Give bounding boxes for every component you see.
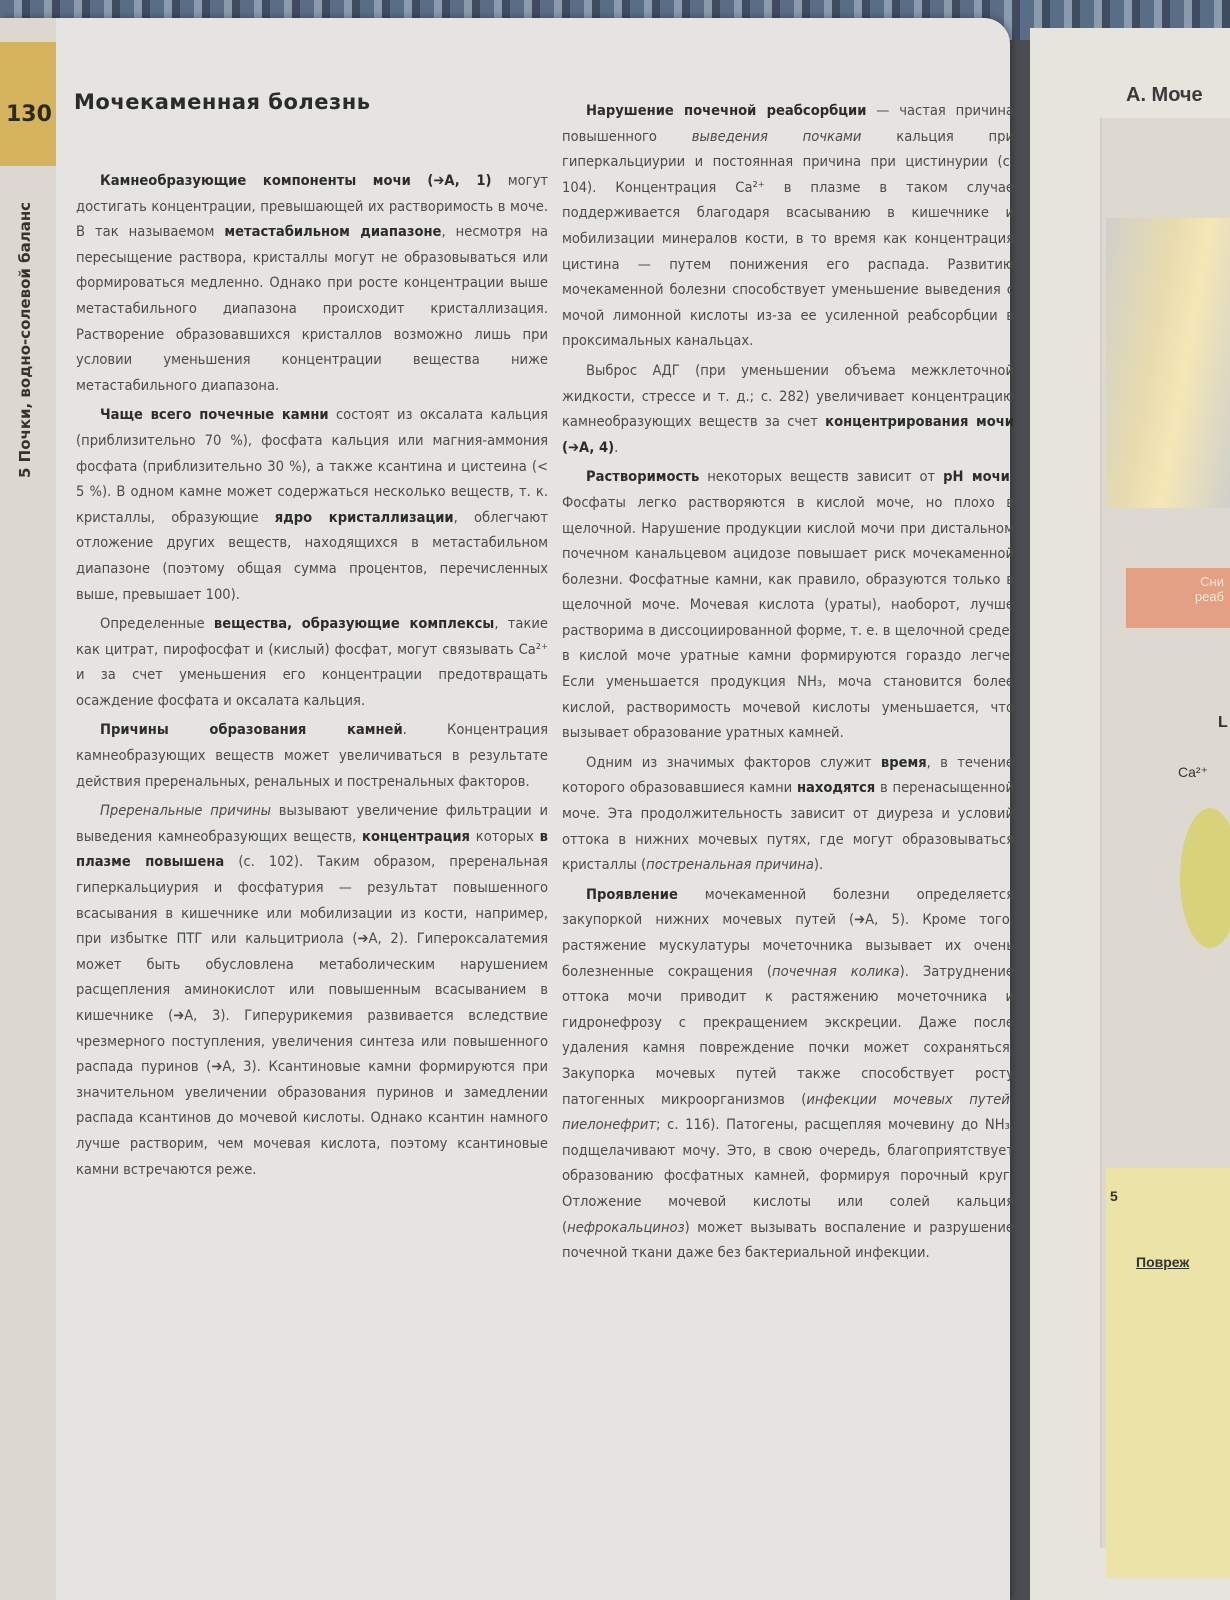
text-run: ). xyxy=(813,856,824,874)
paragraph xyxy=(76,168,548,398)
italic-term: нефрокальциноз xyxy=(567,1218,685,1236)
text-run: , несмотря на пересыщение раствора, кристаллы могут не образовываться или формироваться медленно. Однако при росте концентрации выше метастабильного диапазона происходит кристаллизация. Растворение образовавшихся кристаллов возможно лишь при условии уменьшения концентрации вещества ниже метастабильного диапазона. xyxy=(76,223,548,394)
paragraph xyxy=(562,98,1014,354)
text-run: ). Затруднение оттока мочи приводит к растяжению мочеточника и гидронефрозу с прекращением экскреции. Даже после удаления камня повреждение почки может сохраняться. Закупорка мочевых путей также способствует росту патогенных микроорганизмов ( xyxy=(562,962,1014,1108)
text-run: вызывают увеличение фильтрации и выведения камнеобразующих веществ, xyxy=(76,802,548,845)
text-run: которых xyxy=(469,827,540,845)
bold-term: Нарушение почечной реабсорбции xyxy=(586,102,867,119)
facing-page-yellow-box xyxy=(1106,1168,1230,1578)
text-run: состоят из оксалата кальция (приблизительно 70 %), фосфата кальция или магния-аммония фосфата (приблизительно 30 %), а также ксантина и цистеина (< 5 %). В одном камне может содержаться несколько веществ, т. к. кристаллы, образующие xyxy=(76,406,548,526)
paragraph xyxy=(76,402,548,607)
bold-term: Причины образования камней xyxy=(100,721,403,739)
paragraph xyxy=(76,798,548,1182)
facing-page xyxy=(1030,28,1230,1600)
bold-term: Камнеобразующие компоненты мочи (➔A, 1) xyxy=(100,172,492,189)
facing-page-ca-label: Ca²⁺ xyxy=(1178,764,1208,780)
bold-term: время xyxy=(880,753,927,771)
paragraph xyxy=(76,717,548,794)
book-page xyxy=(0,18,1015,1600)
facing-page-illustration xyxy=(1106,218,1230,508)
bold-term: Чаще всего почечные камни xyxy=(100,406,329,424)
bold-term: концентрация xyxy=(362,827,470,845)
text-run: некоторых веществ зависит от xyxy=(699,468,944,486)
page-number-tab xyxy=(0,42,56,166)
text-run: ) может вызывать воспаление и разрушение почечной ткани даже без бактериальной инфекции. xyxy=(562,1218,1014,1262)
facing-page-red-label xyxy=(1126,568,1230,628)
red-label-line-2: реаб xyxy=(1194,589,1224,604)
facing-page-header: А. Моче xyxy=(1126,84,1203,106)
page-number: 130 xyxy=(6,102,52,127)
paragraph xyxy=(76,611,548,713)
text-run: кальция при гиперкальциурии и постоянная причина при цистинурии (с. 104). Концентрация Ca²⁺ в плазме в таком случае поддерживается благодаря всасыванию в кишечнике и мобилизации минералов кости, в то время как концентрация цистина — путем понижения его распада. Развитию мочекаменной болезни способствует уменьшение выведения с мочой лимонной кислоты из-за ее усиленной реабсорбции в проксимальных канальцах. xyxy=(562,127,1015,350)
italic-term: выведения почками xyxy=(691,127,862,145)
right-column xyxy=(562,98,1014,1270)
bold-term: находятся xyxy=(796,779,876,797)
text-run: (с. 102). Таким образом, преренальная гиперкальциурия и фосфатурия — результат повышенного всасывания в кишечнике или мобилизации из кости, например, при избытке ПТГ или кальцитриола (➔A, 2). Гипероксалатемия может быть обусловлена метаболическим нарушением расщепления аминокислот или повышенным всасыванием в кишечнике (➔A, 3). Гиперурикемия развивается вследствие чрезмерного поступления, увеличения синтеза или повышенного распада пуринов (➔A, 3). Ксантиновые камни формируются при значительном увеличении образования пуринов и замедлении распада ксантинов до мочевой кислоты. Однако ксантин намного лучше растворим, чем мочевая кислота, поэтому ксантиновые камни встречаются реже. xyxy=(76,853,548,1178)
bold-term: концентрирования мочи (➔A, 4) xyxy=(562,413,1015,456)
bold-term: вещества, образующие комплексы xyxy=(213,615,495,633)
text-run: Выброс АДГ (при уменьшении объема межклеточной жидкости, стрессе и т. д.; с. 282) увеличивает концентрацию камнеобразующих веществ за счет xyxy=(562,361,1014,431)
text-run: в перенасыщенной моче. Эта продолжительность зависит от диуреза и условий оттока в нижних мочевых путях, где могут образовываться кристаллы ( xyxy=(562,779,1014,874)
paragraph xyxy=(562,464,1014,746)
text-run: . Фосфаты легко растворяются в кислой моче, но плохо в щелочной. Нарушение продукции кислой мочи при дистальном почечном канальцевом ацидозе повышает риск мочекаменной болезни. Фосфатные камни, как правило, образуются только в щелочной моче. Мочевая кислота (ураты), наоборот, лучше растворима в диссоциированной форме, т. е. в щелочной среде; в кислой моче уратные камни формируются гораздо легче. Если уменьшается продукция NH₃, моча становится более кислой, растворимость мочевой кислоты уменьшается, что вызывает образование уратных камней. xyxy=(562,468,1014,742)
text-run: Определенные xyxy=(100,615,214,633)
paragraph xyxy=(562,882,1014,1266)
bold-term: в плазме повышена xyxy=(76,827,548,871)
text-run: мочекаменной болезни определяется закупоркой нижних мочевых путей (➔A, 5). Кроме того, растяжение мускулатуры мочеточника вызывает их очень болезненные сокращения ( xyxy=(562,885,1014,980)
text-run: , такие как цитрат, пирофосфат и (кислый) фосфат, могут связывать Ca²⁺ и за счет уменьшения его концентрации предотвращать осаждение фосфата и оксалата кальция. xyxy=(76,615,548,709)
facing-page-subheading: Повреж xyxy=(1136,1254,1190,1270)
left-column xyxy=(76,168,548,1186)
text-run: — частая причина повышенного xyxy=(562,102,1015,145)
bold-term: pH мочи xyxy=(943,468,1010,486)
text-run: . Концентрация камнеобразующих веществ может увеличиваться в результате действия преренальных, ренальных и постренальных факторов. xyxy=(76,721,548,790)
italic-term: постренальная причина xyxy=(646,856,814,874)
bold-term: ядро кристаллизации xyxy=(274,508,454,526)
text-run: , облегчают отложение других веществ, находящихся в метастабильном диапазоне (поэтому общая сумма процентов, перечисленных выше, превышает 100). xyxy=(76,508,548,603)
text-run: , в течение которого образовавшиеся камни xyxy=(562,753,1014,797)
bold-term: метастабильном диапазоне xyxy=(224,223,442,241)
italic-term: Преренальные причины xyxy=(100,802,271,820)
text-run: . xyxy=(614,438,619,456)
red-label-line-1: Сни xyxy=(1200,574,1224,589)
chapter-spine-label: 5 Почки, водно-солевой баланс xyxy=(16,201,34,478)
text-run: могут достигать концентрации, превышающей их растворимость в моче. В так называемом xyxy=(76,172,548,241)
bold-term: Растворимость xyxy=(586,468,700,486)
italic-term: инфекции мочевых путей, пиелонефрит xyxy=(562,1090,1014,1134)
paragraph xyxy=(562,750,1014,878)
facing-page-letter: L xyxy=(1218,714,1228,731)
text-run: ; с. 116). Патогены, расщепляя мочевину до NH₃, подщелачивают мочу. Это, в свою очередь, благоприятствует образованию фосфатных камней, формируя порочный круг. Отложение мочевой кислоты или солей кальция ( xyxy=(562,1116,1014,1236)
page-title: Мочекаменная болезнь xyxy=(74,90,371,114)
bold-term: Проявление xyxy=(586,885,678,903)
italic-term: почечная колика xyxy=(771,962,900,980)
facing-page-section-number: 5 xyxy=(1110,1188,1118,1204)
paragraph xyxy=(562,358,1014,460)
text-run: Одним из значимых факторов служит xyxy=(586,753,881,771)
